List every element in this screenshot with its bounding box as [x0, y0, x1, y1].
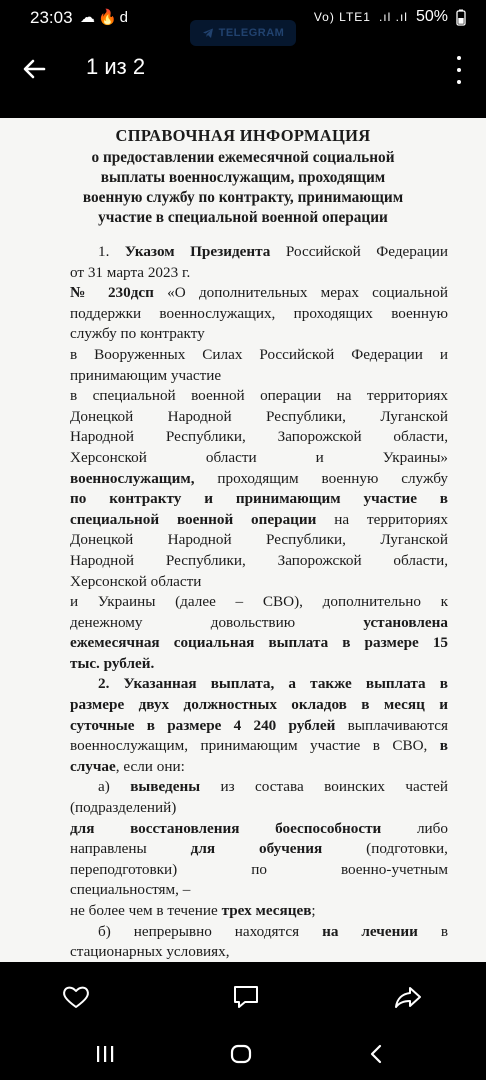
subtitle-line: участие в специальной военной операции [98, 209, 388, 226]
doc-line: 1. Указом Президента Российской Федерации [98, 243, 449, 260]
doc-line: 2. Указанная выплата, а также выплата в [98, 675, 448, 693]
doc-line: и Украины (далее – СВО), дополнительно к [70, 593, 448, 611]
doc-line: военнослужащим, проходящим военную службу [70, 469, 448, 487]
doc-line: специальностям, – [70, 881, 191, 899]
doc-line: ежемесячная социальная выплата в размере 15 [70, 634, 448, 652]
document-title: СПРАВОЧНАЯ ИНФОРМАЦИЯ [115, 126, 371, 145]
image-counter: 1 из 2 [86, 54, 146, 79]
share-icon[interactable] [394, 984, 422, 1010]
action-bar [0, 972, 486, 1022]
doc-line: поддержки военнослужащих, проходящих военную [70, 304, 448, 322]
doc-line: Херсонской области и Украины» [70, 448, 448, 466]
doc-line: стационарных условиях, [70, 943, 230, 961]
heart-icon[interactable] [62, 984, 90, 1010]
subtitle-line: выплаты военнослужащим, проходящим [100, 169, 386, 186]
doc-line: военнослужащим, принимающим участие в СВО, в [70, 737, 448, 755]
doc-line: Донецкой Народной Республики, Луганской [70, 407, 448, 425]
doc-line: суточные в размере 4 240 рублей выплачиваются [70, 716, 449, 734]
comment-icon[interactable] [232, 984, 260, 1010]
battery-icon [456, 9, 466, 26]
doc-line: не более чем в течение трех месяцев; [70, 902, 316, 919]
doc-line: для восстановления боеспособности либо [70, 819, 448, 837]
doc-line: принимающим участие [70, 366, 222, 384]
doc-line: № 230дсп «О дополнительных мерах социальной [70, 284, 449, 302]
doc-line: в Вооруженных Силах Российской Федерации и [70, 345, 448, 363]
doc-line: от 31 марта 2023 г. [70, 263, 191, 281]
signal-icon: .ıl .ıl [378, 10, 408, 24]
document-subtitle [30, 148, 456, 228]
back-nav-icon[interactable] [368, 1044, 386, 1064]
doc-line: а) выведены из состава воинских частей [98, 778, 448, 796]
home-icon[interactable] [230, 1044, 252, 1064]
document-image [0, 118, 486, 962]
doc-line: размере двух должностных окладов в месяц и [70, 696, 448, 714]
doc-line: тыс. рублей. [70, 654, 155, 672]
recent-apps-icon[interactable] [95, 1044, 115, 1064]
status-right [314, 8, 466, 26]
doc-line: Донецкой Народной Республики, Луганской [70, 531, 448, 549]
doc-line: специальной военной операции на территориях [70, 510, 448, 528]
subtitle-line: военную службу по контракту, принимающим [82, 189, 404, 206]
watermark-label: TELEGRAM [218, 27, 285, 39]
battery-level: 50% [415, 8, 448, 25]
status-time: 23:03 [30, 8, 73, 27]
subtitle-line: о предоставлении ежемесячной социальной [91, 149, 395, 166]
telegram-icon [202, 27, 214, 39]
doc-line: случае, если они: [70, 757, 185, 775]
doc-line: в специальной военной операции на территориях [70, 387, 448, 405]
telegram-watermark [190, 20, 296, 46]
more-options-icon[interactable] [454, 56, 464, 84]
app-bar [0, 44, 486, 96]
doc-line: по контракту и принимающим участие в [70, 490, 448, 508]
doc-line: Народной Республики, Запорожской области, [70, 551, 448, 569]
doc-line: направлены для обучения (подготовки, [70, 840, 448, 858]
document-body [70, 242, 448, 962]
doc-line: переподготовки) по военно-учетным [70, 860, 448, 878]
doc-line: Херсонской области [70, 572, 202, 590]
doc-line: (подразделений) [70, 799, 177, 817]
network-indicator: Vo) LTE1 [313, 10, 371, 24]
navigation-bar [0, 1034, 486, 1074]
notification-icons: ☁🔥d [80, 9, 132, 26]
back-arrow-icon[interactable] [20, 54, 50, 84]
doc-line: службу по контракту [70, 325, 205, 343]
doc-line: денежному довольствию установлена [70, 613, 448, 631]
doc-line: б) непрерывно находятся на лечении в [98, 922, 448, 940]
doc-line: Народной Республики, Запорожской области, [70, 428, 448, 446]
